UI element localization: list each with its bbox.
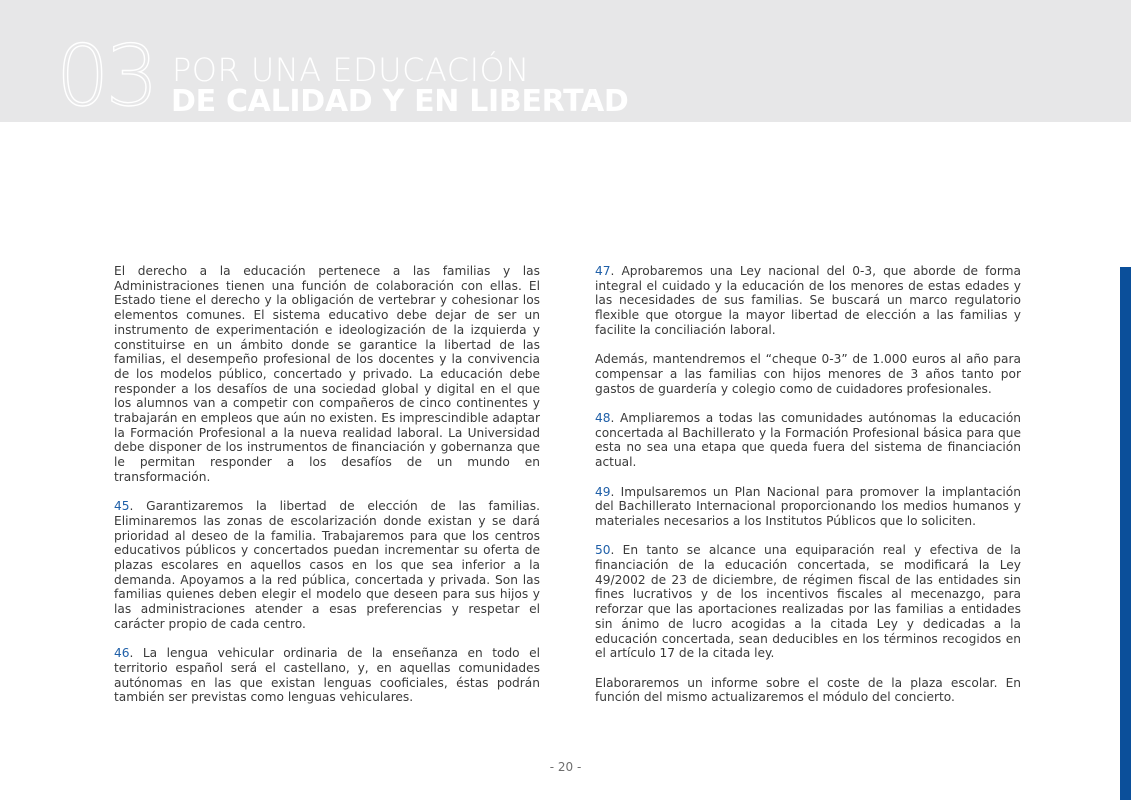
- item-48: [595, 411, 1021, 470]
- item-text: . Impulsaremos un Plan Nacional para promover la implantación del Bachillerato Internacional proporcionando los medios humanos y materiales necesarios a los Institutos Públicos que lo soliciten.: [595, 484, 1021, 528]
- intro-paragraph: El derecho a la educación pertenece a las familias y las Administraciones tienen una función de colaboración con ellas. El Estado tiene el derecho y la obligación de vertebrar y cohesionar los elementos comunes. El sistema educativo debe dejar de ser un instrumento de experimentación e ideologización de la izquierda y constituirse en un ámbito donde se garantice la libertad de las familias, el desempeño profesional de los docentes y la convivencia de los modelos público, concertado y privado. La educación debe responder a los desafíos de una sociedad global y digital en el que los alumnos van a competir con compañeros de cinco continentes y trabajarán en empleos que aún no existen. Es imprescindible adaptar la Formación Profesional a la nueva realidad laboral. La Universidad debe disponer de los instrumentos de financiación y gobernanza que le permitan responder a los desafíos de un mundo en transformación.: [114, 264, 540, 484]
- item-text: . Ampliaremos a todas las comunidades autónomas la educación concertada al Bachillerato y la Formación Profesional básica para que esta no sea una etapa que queda fuera del sistema de financiación actual.: [595, 411, 1021, 470]
- side-accent-bar: [1120, 267, 1131, 800]
- header-band: [0, 0, 1131, 125]
- cheque-paragraph: Además, mantendremos el “cheque 0-3” de 1.000 euros al año para compensar a las familias con hijos menores de 3 años tanto por gastos de guardería y colegio como de cuidadores profesionales.: [595, 352, 1021, 396]
- item-49: [595, 485, 1021, 529]
- item-number: 49: [595, 484, 611, 499]
- item-number: 46: [114, 646, 130, 661]
- item-number: 47: [595, 264, 611, 278]
- section-title-line2: DE CALIDAD Y EN LIBERTAD: [171, 84, 629, 119]
- item-number: 45: [114, 499, 130, 514]
- section-number: 03: [56, 27, 155, 125]
- item-number: 48: [595, 411, 611, 425]
- item-number: 50: [595, 543, 611, 558]
- item-text: . Aprobaremos una Ley nacional del 0-3, que aborde de forma integral el cuidado y la educación de los menores de estas edades y las necesidades de sus familias. Se buscará un marco regulatorio flexible que otorgue la mayor libertad de elección a las familias y facilite la conciliación laboral.: [595, 264, 1021, 337]
- item-50: [595, 543, 1021, 661]
- item-text: . Garantizaremos la libertad de elección de las familias. Eliminaremos las zonas de escolarización donde existan y se dará prioridad al deseo de la familia. Trabajaremos para que los centros educativos públicos y concertados puedan incrementar su oferta de plazas escolares en aquellos casos en los que sea inferior a la demanda. Apoyamos a la red pública, concertada y privada. Son las familias quienes deben elegir el modelo que deseen para sus hijos y las administraciones atender a esas preferencias y respetar el carácter propio de cada centro.: [114, 499, 540, 631]
- right-column: [595, 264, 1021, 720]
- informe-paragraph: Elaboraremos un informe sobre el coste de la plaza escolar. En función del mismo actualizaremos el módulo del concierto.: [595, 675, 1021, 705]
- item-47: [595, 264, 1021, 338]
- item-46: [114, 646, 540, 705]
- item-45: [114, 499, 540, 631]
- item-text: . La lengua vehicular ordinaria de la enseñanza en todo el territorio español será el castellano, y, en aquellas comunidades autónomas en las que existan lenguas cooficiales, éstas podrán también ser previstas como lenguas vehiculares.: [114, 646, 540, 705]
- item-text: . En tanto se alcance una equiparación real y efectiva de la financiación de la educación concertada, se modificará la Ley 49/2002 de 23 de diciembre, de régimen fiscal de las entidades sin fines lucrativos y de los incentivos fiscales al mecenazgo, para reforzar que las aportaciones realizadas por las familias a entidades sin ánimo de lucro acogidas a la citada Ley y dedicadas a la educación concertada, sean deducibles en los términos recogidos en el artículo 17 de la citada ley.: [595, 543, 1021, 661]
- left-column: [114, 264, 540, 720]
- section-title-line1: POR UNA EDUCACIÓN: [172, 51, 530, 89]
- page-number: - 20 -: [549, 760, 582, 774]
